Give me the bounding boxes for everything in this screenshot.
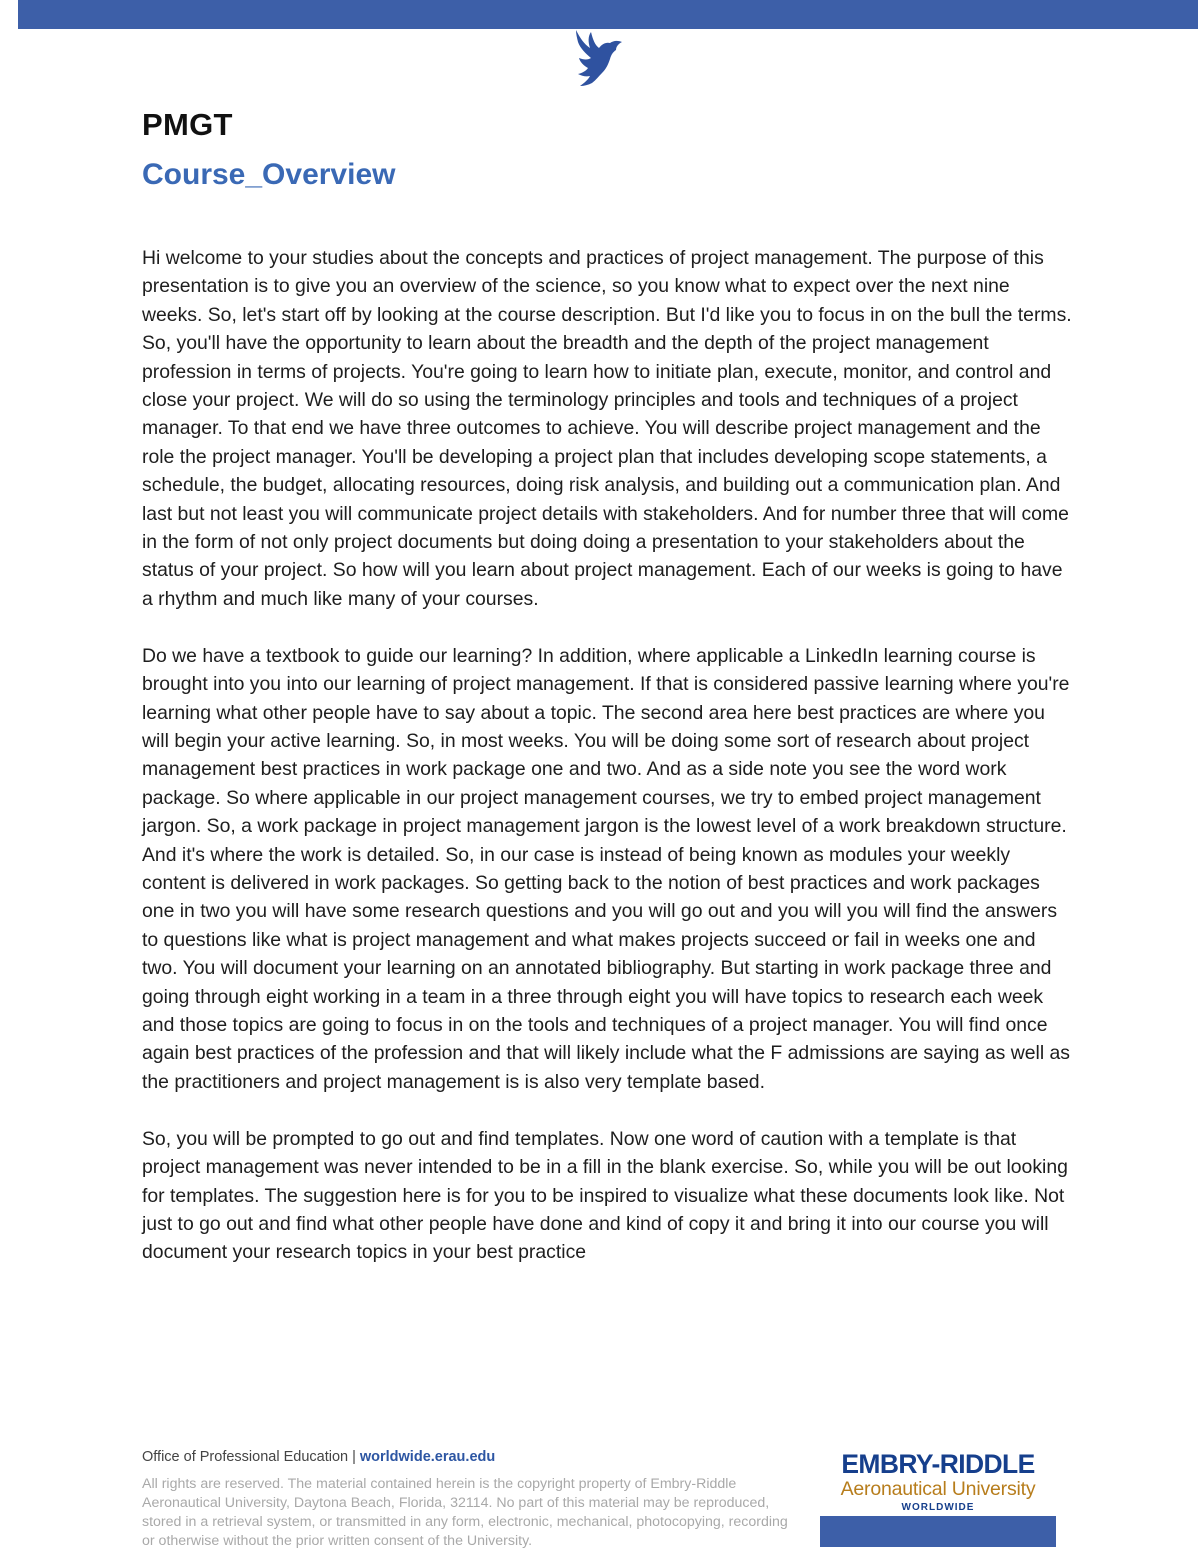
course-code: PMGT xyxy=(142,107,233,142)
university-logo xyxy=(818,1450,1058,1513)
eagle-icon xyxy=(566,28,630,88)
separator: | xyxy=(352,1449,356,1465)
website-link[interactable]: worldwide.erau.edu xyxy=(359,1449,496,1465)
copyright-notice: All rights are reserved. The material contained herein is the copyright property of Embry-Riddle Aeronautical University, Daytona Beach, Florida, 32114. No part of this material may be reproduced, stored in a retrieval system, or transmitted in any form, electronic, mechanical, photocopying, recording or otherwise without the prior written consent of the University. xyxy=(142,1476,788,1549)
transcript-body xyxy=(142,244,1072,1295)
logo-name: EMBRY-RIDDLE xyxy=(841,1449,1035,1479)
course-title: Course_Overview xyxy=(142,158,396,191)
office-name: Office of Professional Education xyxy=(142,1449,349,1465)
paragraph: So, you will be prompted to go out and find templates. Now one word of caution with a template is that project management was never intended to be in a fill in the blank exercise. So, while you will be out looking for templates. The suggestion here is for you to be inspired to visualize what these documents look like. Not just to go out and find what other people have done and kind of copy it and bring it into our course you will document your research topics in your best practice xyxy=(142,1127,1068,1264)
paragraph: Do we have a textbook to guide our learning? In addition, where applicable a LinkedIn learning course is brought into you into our learning of project management. If that is considered passive learning where you're learning what other people have to say about a topic. The second area here best practices are where you will begin your active learning. So, in most weeks. You will be doing some sort of research about project management best practices in work package one and two. And as a side note you see the word work package. So where applicable in our project management courses, we try to embed project management jargon. So, a work package in project management jargon is the lowest level of a work breakdown structure. And it's where the work is detailed. So, in our case is instead of being known as modules your weekly content is delivered in work packages. So getting back to the notion of best practices and work packages one in two you will have some research questions and you will go out and you will you will find the answers to questions like what is project management and what makes projects succeed or fail in weeks one and two. You will document your learning on an annotated bibliography. But starting in work package three and going through eight working in a team in a three through eight you will have topics to research each week and those topics are going to focus in on the tools and techniques of a project manager. You will find once again best practices of the profession and that will likely include what the F admissions are saying as well as the practitioners and project management is is also very template based. xyxy=(142,644,1070,1093)
paragraph: Hi welcome to your studies about the concepts and practices of project management. The purpose of this presentation is to give you an overview of the science, so you know what to expect over the next nine weeks. So, let's start off by looking at the course description. But I'd like you to focus in on the bull the terms. So, you'll have the opportunity to learn about the breadth and the depth of the project management profession in terms of projects. You're going to learn how to initiate plan, execute, monitor, and control and close your project. We will do so using the terminology principles and tools and techniques of a project manager. To that end we have three outcomes to achieve. You will describe project management and the role the project manager. You'll be developing a project plan that includes developing scope statements, a schedule, the budget, allocating resources, doing risk analysis, and building out a communication plan. And last but not least you will communicate project details with stakeholders. And for number three that will come in the form of not only project documents but doing doing a presentation to your stakeholders about the status of your project. So how will you learn about project management. Each of our weeks is going to have a rhythm and much like many of your courses. xyxy=(142,247,1072,610)
header-band xyxy=(18,0,1198,29)
logo-tagline: WORLDWIDE xyxy=(901,1502,975,1513)
footer xyxy=(142,1449,822,1551)
logo-bar xyxy=(820,1516,1056,1547)
logo-subtitle: Aeronautical University xyxy=(840,1478,1036,1500)
office-line xyxy=(142,1449,822,1465)
